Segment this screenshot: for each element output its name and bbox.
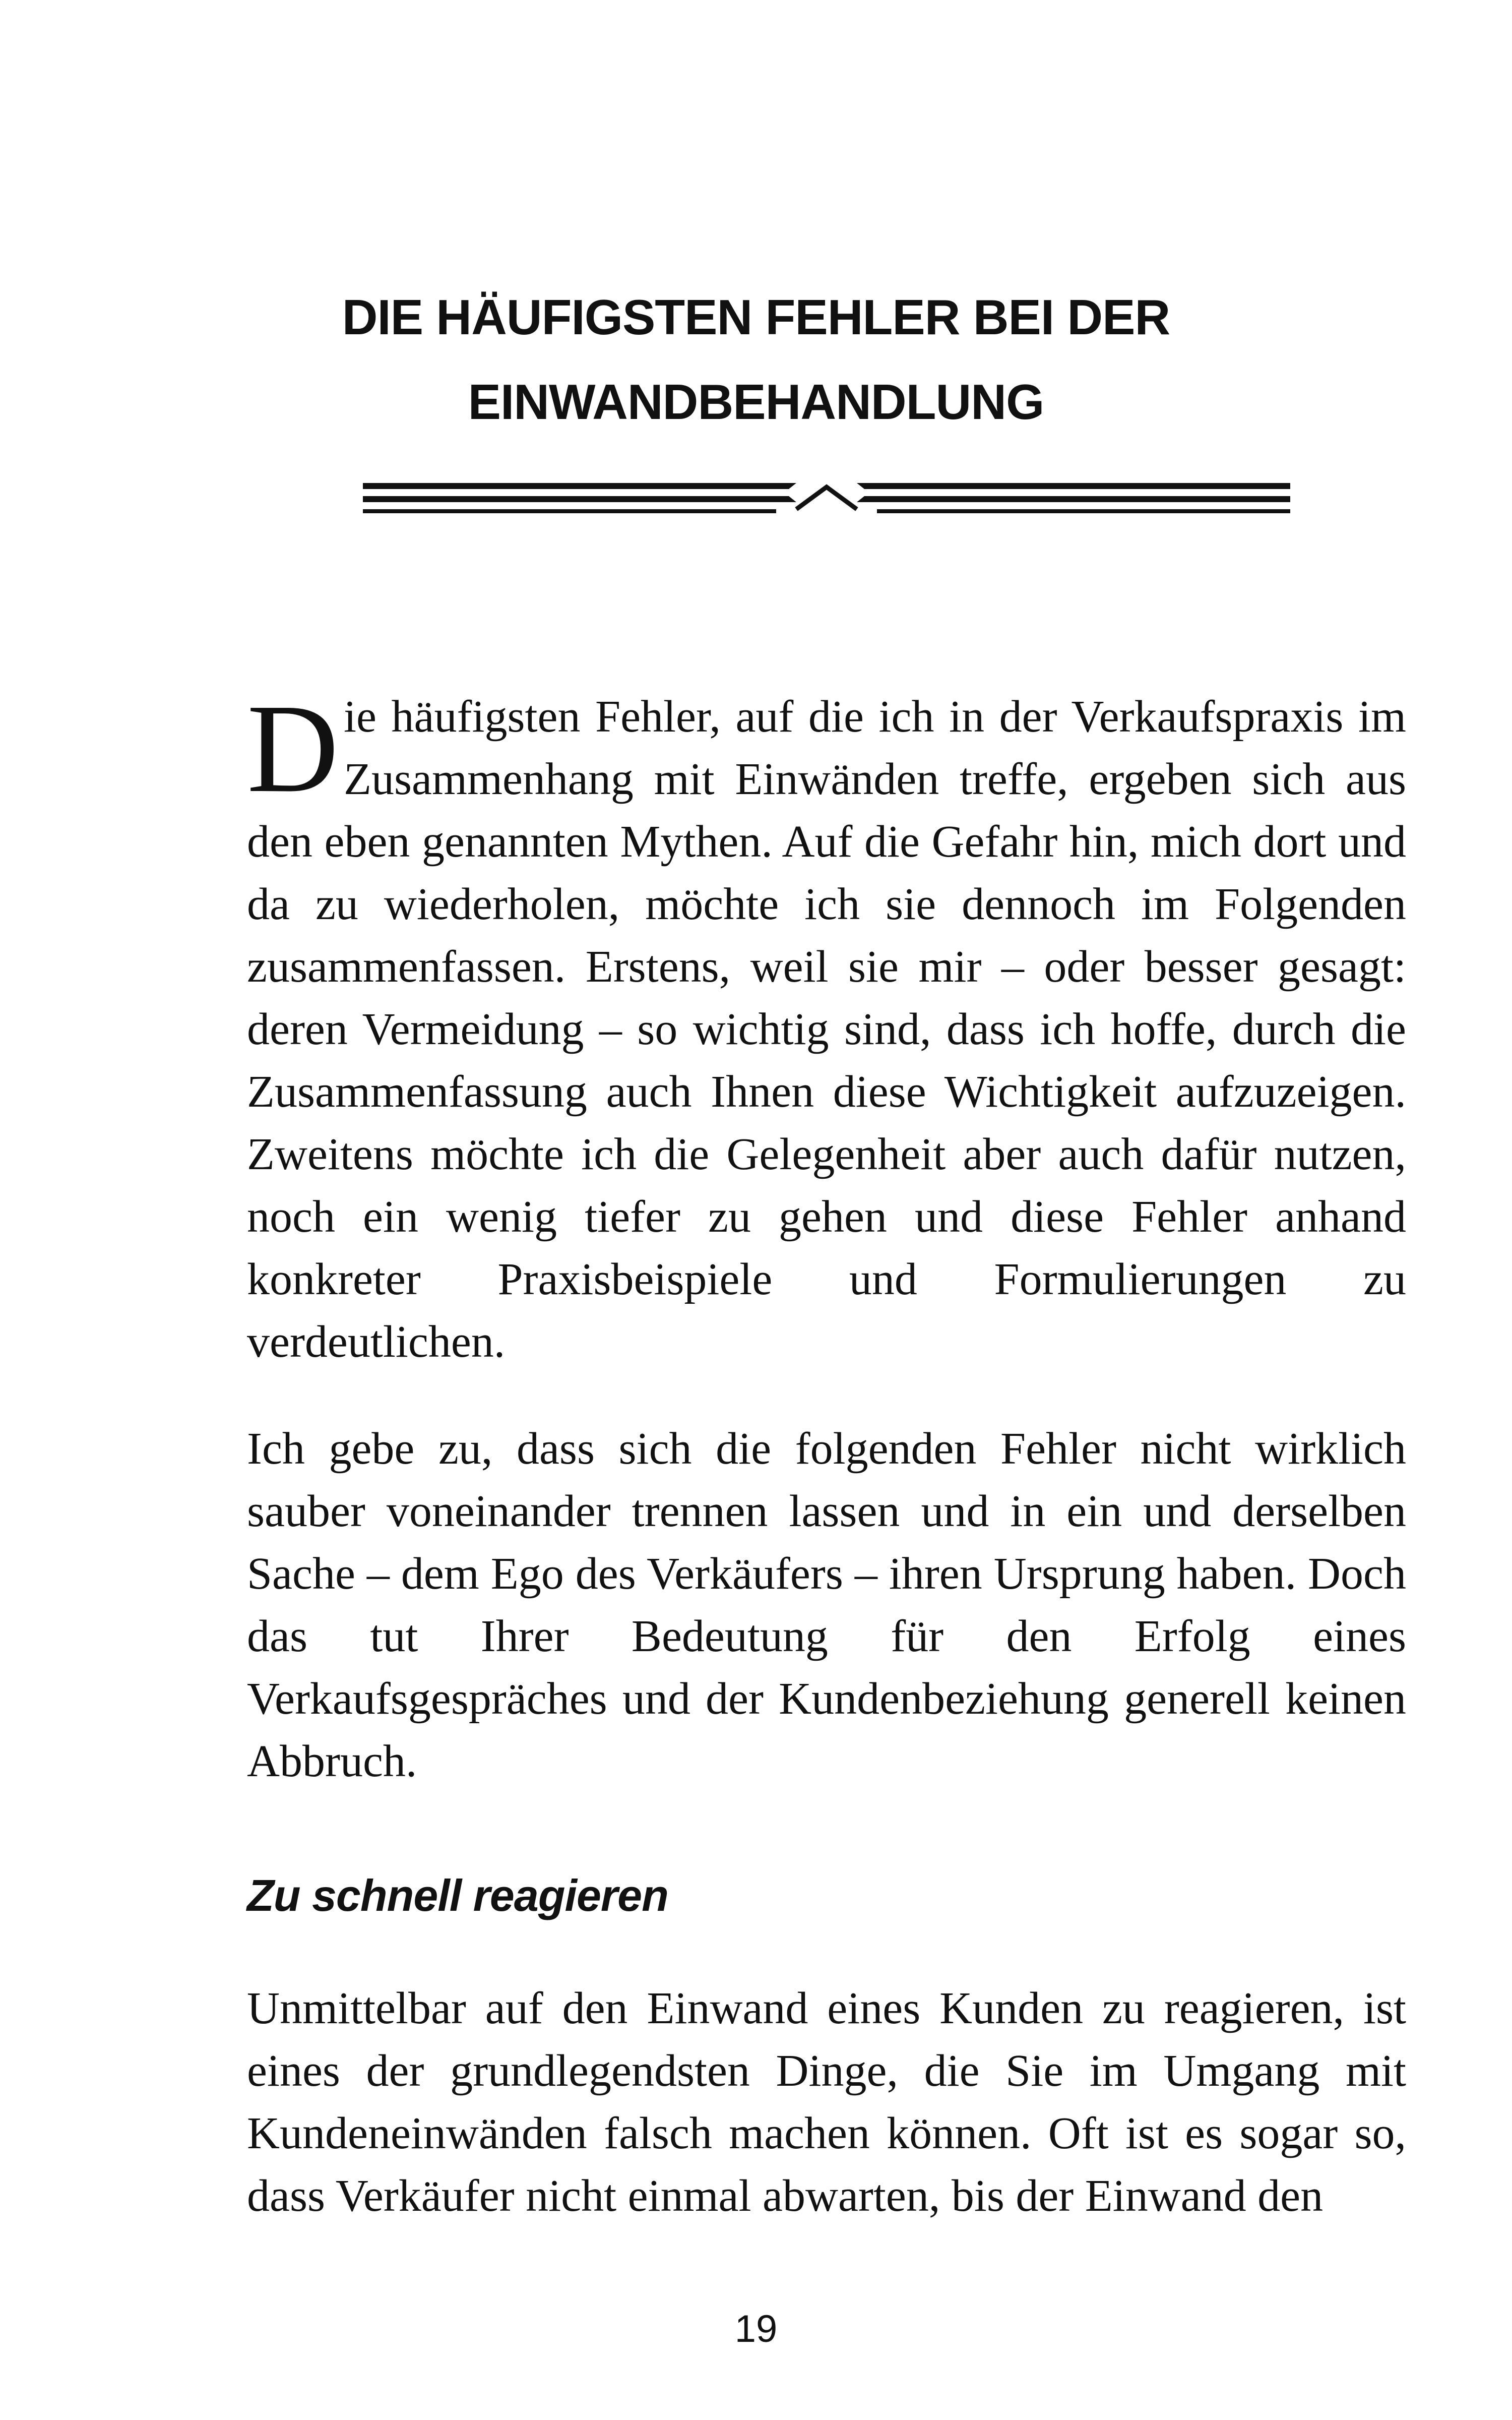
chapter-title-line-2: EINWANDBEHANDLUNG <box>468 374 1044 430</box>
chapter-title-line-1: DIE HÄUFIGSTEN FEHLER BEI DER <box>342 289 1170 345</box>
intro-paragraph-text: ie häufigsten Fehler, auf die ich in der Verkaufspraxis im Zusammenhang mit Einwänden treffe, ergeben sich aus den eben genannten Mythen. Auf die Gefahr hin, mich dort und da zu wiederholen, möchte ich sie dennoch im Folgenden zusammenfassen. Erstens, weil sie mir – oder besser gesagt: deren Vermeidung – so wichtig sind, dass ich hoffe, durch die Zusammenfassung auch Ihnen diese Wichtigkeit aufzuzeigen. Zweitens möchte ich die Gelegenheit aber auch dafür nutzen, noch ein wenig tiefer zu gehen und diese Fehler anhand konkreter Praxisbeispiele und Formulierungen zu verdeutlichen. <box>247 692 1406 1367</box>
title-divider-ornament <box>363 474 1290 519</box>
drop-cap: D <box>247 678 339 819</box>
section-heading: Zu schnell reagieren <box>247 1870 668 1920</box>
chapter-title <box>0 275 1512 444</box>
intro-paragraph <box>247 678 1406 1373</box>
section-paragraph: Unmittelbar auf den Einwand eines Kunden zu reagieren, ist eines der grundlegendsten Dinge, die Sie im Umgang mit Kundeneinwänden falsch machen können. Oft ist es sogar so, dass Verkäufer nicht einmal abwarten, bis der Einwand den <box>247 1983 1406 2221</box>
page-number: 19 <box>734 2308 778 2350</box>
second-paragraph: Ich gebe zu, dass sich die folgenden Fehler nicht wirklich sauber voneinander trennen lassen und in ein und derselben Sache – dem Ego des Verkäufers – ihren Ursprung haben. Doch das tut Ihrer Bedeutung für den Erfolg eines Verkaufsgespräches und der Kundenbeziehung generell keinen Abbruch. <box>247 1424 1406 1786</box>
